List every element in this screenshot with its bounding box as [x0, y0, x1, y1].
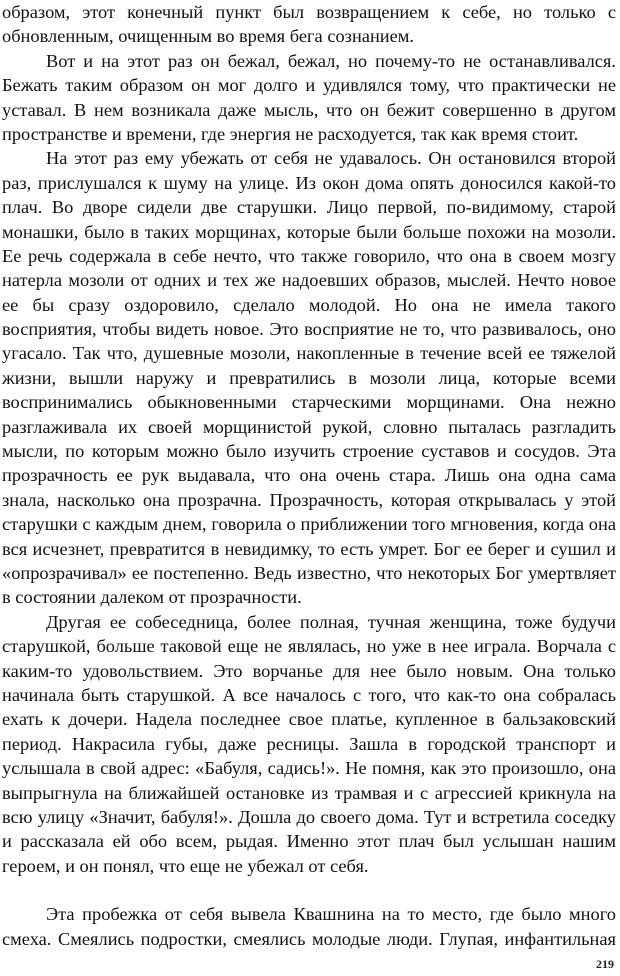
page-number: 219	[596, 957, 614, 971]
text-line: старушки с каждым днем, говорила о приближении того мгновения, когда она	[2, 514, 616, 535]
text-line: раз, прислушался к шуму на улице. Из окон дома опять доносился какой-то	[2, 172, 616, 193]
text-line: воспринимались обыкновенными старческими морщинами. Она нежно	[2, 392, 616, 413]
paragraph-gap	[2, 878, 616, 902]
text-line: Вот и на этот раз он бежал, бежал, но почему-то не останавливался.	[46, 50, 616, 71]
text-line: жизни, вышли наружу и превратились в мозоли лица, которые всеми	[2, 367, 616, 388]
text-line: пространстве и времени, где энергия не расходуется, так как время стоит.	[2, 123, 579, 144]
text-line: ехать к дочери. Надела последнее свое платье, купленное в бальзаковский	[2, 709, 616, 730]
text-line: прозрачность ее рук выдавала, что она очень стара. Лишь она одна сама	[2, 465, 616, 486]
text-line: обновленным, очищенным во время бега сознанием.	[2, 26, 415, 47]
text-line: смеха. Смеялись подростки, смеялись молодые люди. Глупая, инфантильная	[2, 928, 616, 949]
text-line: «опрозрачивал» ее постепенно. Ведь известно, что некоторых Бог умертвляет	[2, 562, 616, 583]
text-line: ее бы сразу оздоровило, сделало молодой. Но она не имела такого	[2, 294, 616, 315]
text-line: мысли, по которым можно было изучить строение суставов и сосудов. Эта	[2, 441, 616, 462]
text-line: в состоянии далеком от прозрачности.	[2, 587, 302, 608]
text-line: угасало. Так что, душевные мозоли, накопленные в течение всей ее тяжелой	[2, 343, 616, 364]
text-line: Другая ее собеседница, более полная, тучная женщина, тоже будучи	[46, 611, 616, 632]
text-line: разглаживала их своей морщинистой рукой, словно пыталась разгладить	[2, 416, 616, 437]
text-line: и рассказала ей обо всем, рыдая. Именно этот плач был услышан нашим	[2, 831, 616, 852]
text-line: Ее речь содержала в себе нечто, что также говорило, что она в своем мозгу	[2, 245, 616, 266]
text-line: Эта пробежка от себя вывела Квашнина на то место, где было много	[46, 904, 616, 925]
text-line: Бежать таким образом он мог долго и удивлялся тому, что практически не	[2, 75, 616, 96]
text-line: плач. Во дворе сидели две старушки. Лицо первой, по-видимому, старой	[2, 197, 616, 218]
text-line: период. Накрасила губы, даже ресницы. Зашла в городской транспорт и	[2, 733, 616, 754]
text-line: уставал. В нем возникала даже мысль, что он бежит совершенно в другом	[2, 99, 616, 120]
text-line: вся исчезнет, превратится в невидимку, то есть умрет. Бог ее берег и сушил и	[2, 538, 616, 559]
text-line: героем, и он понял, что еще не убежал от себя.	[2, 855, 369, 876]
text-line: монашки, было в таких морщинах, которые были больше похожи на мозоли.	[2, 221, 616, 242]
text-line: начинала быть старушкой. А все началось с того, что как-то она собралась	[2, 684, 616, 705]
text-line: каким-то удовольствием. Это ворчанье для нее было новым. Она только	[2, 660, 616, 681]
page-text-body	[2, 0, 616, 951]
text-line: знала, насколько она прозрачна. Прозрачность, которая открывалась у этой	[2, 489, 616, 510]
text-line: услышала в свой адрес: «Бабуля, садись!». Не помня, как это произошло, она	[2, 758, 616, 779]
text-line: старушкой, больше таковой еще не являлась, но уже в нее играла. Ворчала с	[2, 636, 616, 657]
text-line: На этот раз ему убежать от себя не удавалось. Он остановился второй	[46, 148, 616, 169]
text-line: всю улицу «Значит, бабуля!». Дошла до своего дома. Тут и встретила соседку	[2, 806, 616, 827]
text-line: восприятия, чтобы видеть новое. Это восприятие не то, что развивалось, оно	[2, 319, 616, 340]
text-line: натерла мозоли от одних и тех же надоевших образов, мыслей. Нечто новое	[2, 270, 616, 291]
text-line: образом, этот конечный пункт был возвращением к себе, но только с	[2, 2, 616, 22]
text-line: выпрыгнула на ближайшей остановке из трамвая и с агрессией крикнула на	[2, 782, 616, 803]
